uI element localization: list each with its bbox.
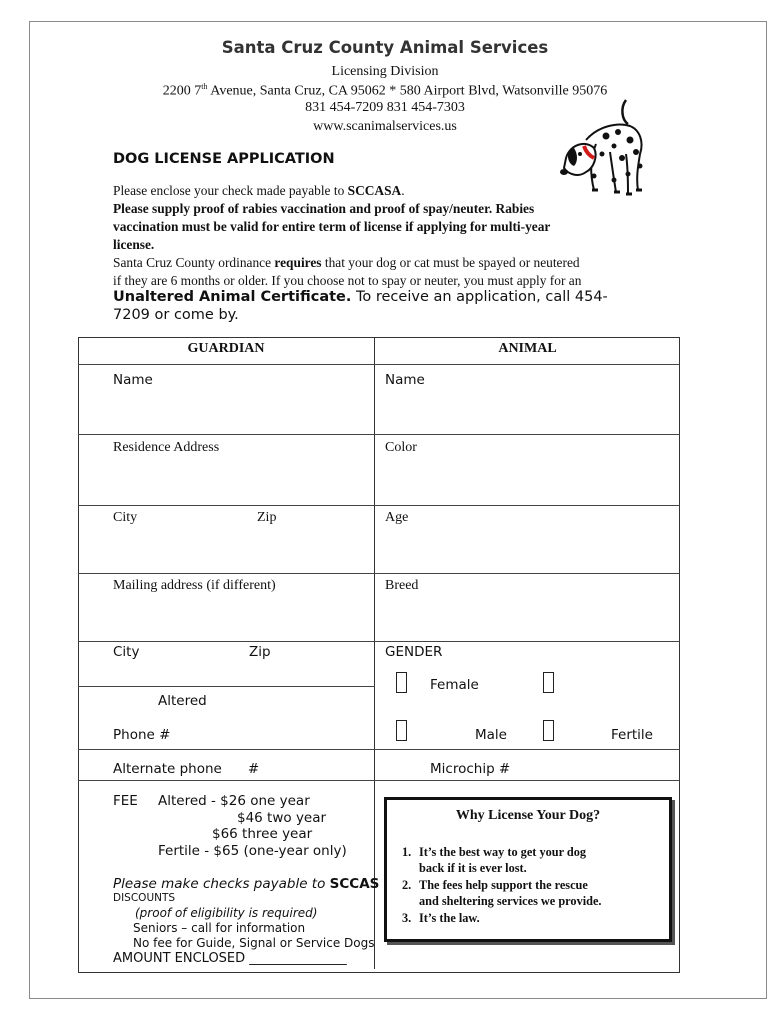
mailing-city-field[interactable]: City xyxy=(113,644,140,660)
altered-fee-line: Altered - $26 one year xyxy=(158,793,310,809)
ordinance-line-3: Unaltered Animal Certificate. To receive an application, call 454- xyxy=(113,289,608,305)
why-license-box xyxy=(384,797,672,942)
altered-label: Altered xyxy=(158,693,207,709)
check-instructions: Please enclose your check made payable to SCCASA. xyxy=(113,183,405,198)
row-divider xyxy=(78,573,680,574)
row-divider xyxy=(78,641,680,642)
ordinance-line-1: Santa Cruz County ordinance requires that your dog or cat must be spayed or neutered xyxy=(113,255,580,270)
fee-label: FEE xyxy=(113,793,138,809)
row-divider xyxy=(78,434,680,435)
fertile-fee-line: Fertile - $65 (one-year only) xyxy=(158,843,347,859)
mailing-address-field[interactable]: Mailing address (if different) xyxy=(113,578,276,593)
fertile-checkbox[interactable] xyxy=(543,720,554,741)
city-field[interactable]: City xyxy=(113,510,138,525)
why-license-item: 2. The fees help support the rescue and sheltering services we provide. xyxy=(402,878,602,908)
why-license-item: 1. It’s the best way to get your dog back if it is ever lost. xyxy=(402,845,587,875)
zip-field[interactable]: Zip xyxy=(257,510,277,525)
two-year-fee: $46 two year xyxy=(237,810,327,826)
microchip-field[interactable]: Microchip # xyxy=(430,761,511,777)
amount-enclosed-field[interactable]: AMOUNT ENCLOSED _______________ xyxy=(113,951,347,966)
ordinance-line-4: 7209 or come by. xyxy=(113,307,239,323)
ordinance-line-2: if they are 6 months or older. If you choose not to spay or neuter, you must apply for an xyxy=(113,273,582,288)
female-checkbox[interactable] xyxy=(396,672,407,693)
fertile-label: Fertile xyxy=(611,727,653,743)
why-license-item: 3. It’s the law. xyxy=(402,911,480,925)
guardian-header: GUARDIAN xyxy=(187,341,265,356)
altered-checkbox[interactable] xyxy=(543,672,554,693)
discounts-label: DISCOUNTS xyxy=(113,892,176,904)
dalmatian-illustration xyxy=(556,96,648,200)
proof-required-note: (proof of eligibility is required) xyxy=(135,906,318,920)
org-title: Santa Cruz County Animal Services xyxy=(221,38,549,57)
seniors-discount: Seniors – call for information xyxy=(133,921,306,935)
age-field[interactable]: Age xyxy=(385,510,409,525)
breed-field[interactable]: Breed xyxy=(385,578,419,593)
column-divider xyxy=(374,337,375,969)
guardian-name-field[interactable]: Name xyxy=(113,372,153,388)
proof-line-1: Please supply proof of rabies vaccination and proof of spay/neuter. Rabies xyxy=(113,201,535,216)
male-label: Male xyxy=(475,727,507,743)
male-checkbox[interactable] xyxy=(396,720,407,741)
address-line: 2200 7th Avenue, Santa Cruz, CA 95062 * 580 Airport Blvd, Watsonville 95076 xyxy=(162,82,608,99)
phone-line: 831 454-7209 831 454-7303 xyxy=(305,100,465,115)
color-field[interactable]: Color xyxy=(385,440,417,455)
header-row-divider xyxy=(78,364,680,365)
why-license-title: Why License Your Dog? xyxy=(455,808,601,823)
residence-address-field[interactable]: Residence Address xyxy=(113,440,220,455)
three-year-fee: $66 three year xyxy=(212,826,313,842)
alternate-phone-field[interactable]: Alternate phone # xyxy=(113,761,260,777)
female-label: Female xyxy=(430,677,479,693)
row-divider xyxy=(78,780,680,781)
mailing-zip-field[interactable]: Zip xyxy=(249,644,271,660)
animal-header: ANIMAL xyxy=(498,341,557,356)
gender-label: GENDER xyxy=(385,644,443,660)
checks-payable-note: Please make checks payable to SCCAS xyxy=(113,876,380,892)
website-link[interactable]: www.scanimalservices.us xyxy=(313,119,457,134)
row-divider xyxy=(78,749,680,750)
row-divider xyxy=(78,686,375,687)
service-dog-discount: No fee for Guide, Signal or Service Dogs xyxy=(133,936,375,950)
animal-name-field[interactable]: Name xyxy=(385,372,425,388)
proof-line-3: license. xyxy=(113,237,155,252)
division-line: Licensing Division xyxy=(331,64,439,79)
application-title: DOG LICENSE APPLICATION xyxy=(113,151,335,167)
proof-line-2: vaccination must be valid for entire term of license if applying for multi-year xyxy=(113,219,551,234)
phone-field[interactable]: Phone # xyxy=(113,727,171,743)
row-divider xyxy=(78,505,680,506)
